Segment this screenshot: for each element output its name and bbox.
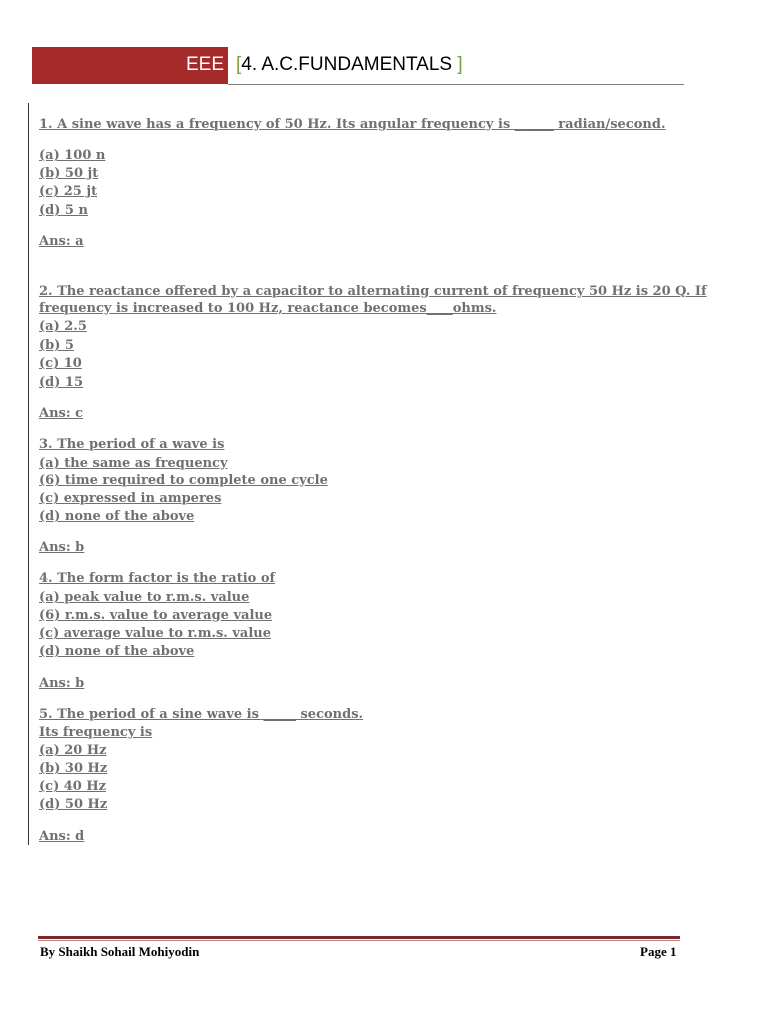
page-title bbox=[236, 53, 463, 77]
question-2-answer: Ans: c bbox=[39, 406, 84, 421]
question-5-option-d: (d) 50 Hz bbox=[39, 797, 108, 812]
footer-rule bbox=[38, 936, 680, 939]
title-open-bracket: [ bbox=[236, 54, 242, 75]
question-1-option-c: (c) 25 jt bbox=[39, 184, 98, 199]
question-5-answer: Ans: d bbox=[39, 829, 85, 844]
question-3-text: 3. The period of a wave is bbox=[39, 437, 225, 452]
question-2-text-line-2: frequency is increased to 100 Hz, reactance becomes____ohms. bbox=[39, 301, 497, 316]
question-3-answer: Ans: b bbox=[39, 540, 85, 555]
question-1-option-a: (a) 100 n bbox=[39, 148, 106, 163]
question-3-option-b: (6) time required to complete one cycle bbox=[39, 473, 328, 488]
question-1-answer: Ans: a bbox=[39, 234, 84, 249]
question-4-option-c: (c) average value to r.m.s. value bbox=[39, 626, 271, 641]
question-4-option-a: (a) peak value to r.m.s. value bbox=[39, 590, 250, 605]
question-2-option-a: (a) 2.5 bbox=[39, 319, 87, 334]
question-4-answer: Ans: b bbox=[39, 676, 85, 691]
question-5-option-c: (c) 40 Hz bbox=[39, 779, 107, 794]
footer-rule-thin bbox=[38, 940, 680, 941]
question-5-option-b: (b) 30 Hz bbox=[39, 761, 108, 776]
left-margin-rule bbox=[28, 103, 29, 845]
question-2-option-c: (c) 10 bbox=[39, 356, 82, 371]
question-5-text-line-2: Its frequency is bbox=[39, 725, 153, 740]
question-3-option-a: (a) the same as frequency bbox=[39, 456, 228, 471]
question-2-option-b: (b) 5 bbox=[39, 338, 74, 353]
question-1-option-b: (b) 50 jt bbox=[39, 166, 99, 181]
question-4-option-d: (d) none of the above bbox=[39, 644, 195, 659]
chapter-title: 4. A.C.FUNDAMENTALS bbox=[241, 54, 453, 75]
question-4-text: 4. The form factor is the ratio of bbox=[39, 571, 276, 586]
question-5-text-line-1: 5. The period of a sine wave is _____ seconds. bbox=[39, 707, 364, 722]
question-5-option-a: (a) 20 Hz bbox=[39, 743, 107, 758]
footer-author: By Shaikh Sohail Mohiyodin bbox=[40, 944, 200, 959]
question-2-text-line-1: 2. The reactance offered by a capacitor to alternating current of frequency 50 Hz is 20 Q. If bbox=[39, 284, 707, 299]
page-number: Page 1 bbox=[640, 944, 677, 959]
header-subject: EEE bbox=[186, 54, 225, 75]
question-3-option-c: (c) expressed in amperes bbox=[39, 491, 222, 506]
question-2-option-d: (d) 15 bbox=[39, 375, 84, 390]
title-close-bracket: ] bbox=[457, 54, 463, 75]
question-3-option-d: (d) none of the above bbox=[39, 509, 195, 524]
question-1-text: 1. A sine wave has a frequency of 50 Hz. Its angular frequency is ______ radian/second. bbox=[39, 117, 666, 132]
question-1-option-d: (d) 5 n bbox=[39, 203, 88, 218]
header-rule bbox=[228, 84, 684, 85]
question-4-option-b: (6) r.m.s. value to average value bbox=[39, 608, 273, 623]
